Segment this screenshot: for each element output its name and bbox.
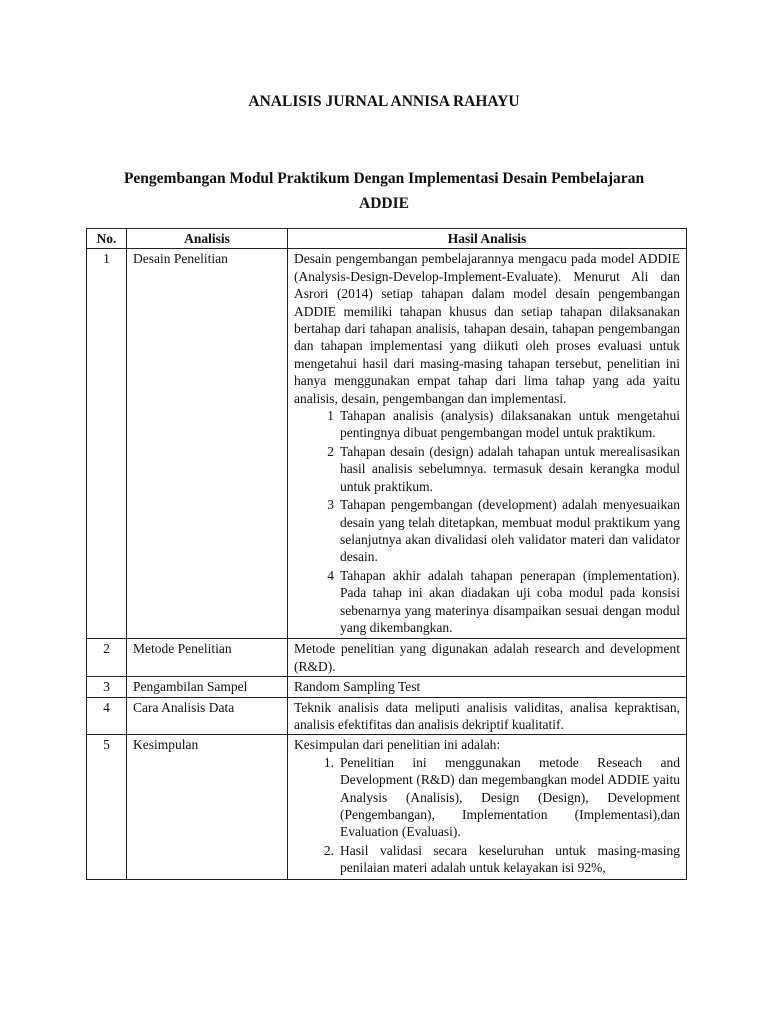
list-item (294, 407, 680, 442)
row-label: Desain Penelitian (127, 249, 288, 639)
row-number: 5 (87, 735, 127, 879)
list-item (294, 842, 680, 877)
table-row (87, 677, 687, 697)
row-result-text: Random Sampling Test (288, 677, 687, 697)
row-number: 3 (87, 677, 127, 697)
row-label: Cara Analisis Data (127, 697, 288, 735)
list-item-text: Hasil validasi secara keseluruhan untuk masing-masing penilaian materi adalah untuk kelayakan isi 92%, (340, 842, 680, 876)
analysis-table (86, 228, 687, 880)
document-subtitle: Pengembangan Modul Praktikum Dengan Implementasi Desain Pembelajaran ADDIE (123, 170, 645, 212)
list-item-number: 4 (327, 567, 334, 583)
row-result-text: Desain pengembangan pembelajarannya mengacu pada model ADDIE (Analysis-Design-Develop-Implement-Evaluate). Menurut Ali dan Asrori (2014) setiap tahapan dalam model desain pengembangan ADDIE memiliki tahapan khusus dan setiap tahapan dilaksanakan bertahap dari tahapan analisis, tahapan desain, tahapan pengembangan dan tahapan implementasi yang diikuti oleh proses evaluasi untuk mengetahui hasil dari masing-masing tahapan tersebut, penelitian ini hanya menggunakan empat tahap dari lima tahap yang ada yaitu analisis, desain, pengembangan dan implementasi. (294, 251, 680, 406)
table-row (87, 735, 687, 879)
list-item-number: 2. (323, 842, 334, 858)
list-item-text: Tahapan akhir adalah tahapan penerapan (implementation). Pada tahap ini akan diadakan uji coba modul pada konsisi sebenarnya yang materinya disampaikan sesuai dengan modul yang dikembangkan. (340, 567, 680, 635)
list-item (294, 443, 680, 495)
list-item-number: 1 (327, 408, 334, 424)
row-result (288, 249, 687, 639)
row-label: Kesimpulan (127, 735, 288, 879)
row-label: Metode Penelitian (127, 639, 288, 677)
row-label: Pengambilan Sampel (127, 677, 288, 697)
row-result (288, 735, 687, 879)
page-title: ANALISIS JURNAL ANNISA RAHAYU (248, 93, 520, 110)
header-no: No. (87, 229, 127, 249)
step-list (294, 407, 680, 636)
table-row (87, 697, 687, 735)
header-analisis: Analisis (127, 229, 288, 249)
row-result-text: Metode penelitian yang digunakan adalah research and development (R&D). (288, 639, 687, 677)
list-item (294, 496, 680, 566)
list-item-text: Tahapan pengembangan (development) adalah menyesuaikan desain yang telah ditetapkan, membuat modul praktikum yang selanjutnya akan divalidasi oleh validator materi dan validator desain. (340, 497, 680, 565)
table-row (87, 249, 687, 639)
conclusion-list (294, 754, 680, 877)
list-item (294, 567, 680, 637)
header-hasil-analisis: Hasil Analisis (288, 229, 687, 249)
row-result-text: Kesimpulan dari penelitian ini adalah: (294, 737, 501, 753)
list-item-text: Tahapan analisis (analysis) dilaksanakan untuk mengetahui pentingnya dibuat pengembangan model untuk praktikum. (340, 408, 680, 441)
row-number: 2 (87, 639, 127, 677)
list-item-number: 3 (327, 497, 334, 513)
list-item-text: Penelitian ini menggunakan metode Reseach and Development (R&D) dan megembangkan model ADDIE yaitu Analysis (Analisis), Design (Design), Development (Pengembangan), Implementation (Implementasi),dan Evaluation (Evaluasi). (340, 754, 680, 840)
list-item-number: 1. (323, 754, 334, 770)
list-item-number: 2 (327, 443, 334, 459)
list-item (294, 754, 680, 841)
list-item-text: Tahapan desain (design) adalah tahapan untuk merealisasikan hasil analisis sebelumnya. termasuk desain kerangka modul untuk praktikum. (340, 443, 680, 494)
row-result-text: Teknik analisis data meliputi analisis validitas, analisa kepraktisan, analisis efektifitas dan analisis dekriptif kualitatif. (288, 697, 687, 735)
row-number: 1 (87, 249, 127, 639)
table-row (87, 639, 687, 677)
table-header-row (87, 229, 687, 249)
row-number: 4 (87, 697, 127, 735)
